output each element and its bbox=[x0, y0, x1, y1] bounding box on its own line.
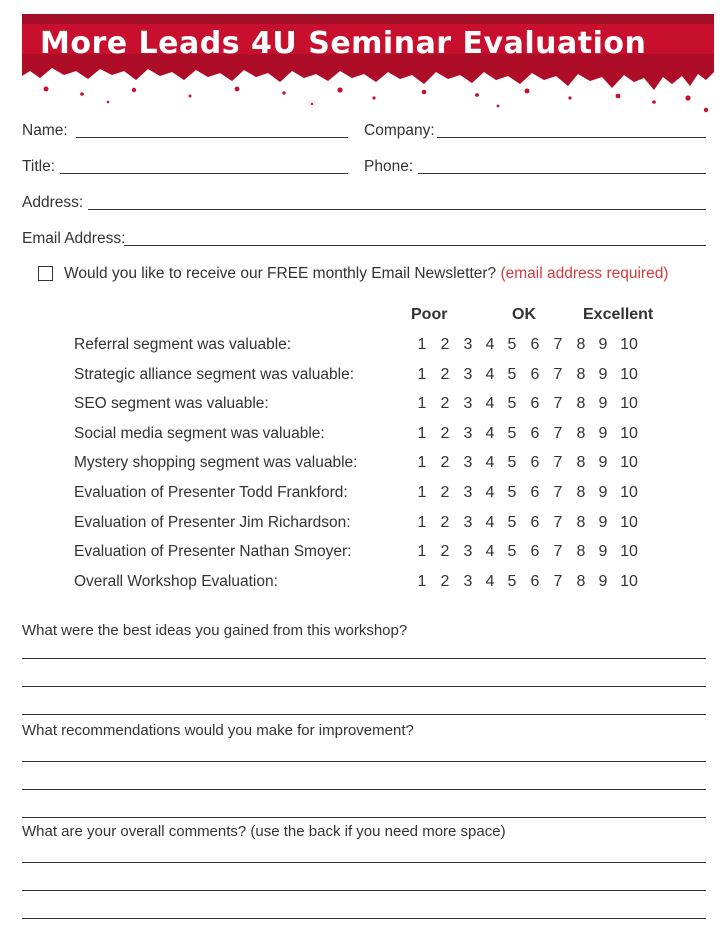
scale-poor-label: Poor bbox=[411, 306, 448, 323]
rating-option-4[interactable]: 4 bbox=[485, 454, 495, 471]
phone-field[interactable] bbox=[418, 173, 706, 174]
question-best-ideas: What were the best ideas you gained from this workshop? bbox=[22, 622, 408, 639]
rating-option-2[interactable]: 2 bbox=[440, 336, 450, 353]
title-label: Title: bbox=[22, 158, 56, 175]
rating-option-6[interactable]: 6 bbox=[530, 366, 540, 383]
rating-option-8[interactable]: 8 bbox=[576, 366, 586, 383]
rating-item-label: Mystery shopping segment was valuable: bbox=[74, 454, 358, 471]
rating-option-6[interactable]: 6 bbox=[530, 454, 540, 471]
rating-option-10[interactable]: 10 bbox=[620, 573, 638, 590]
rating-option-2[interactable]: 2 bbox=[440, 366, 450, 383]
rating-option-1[interactable]: 1 bbox=[417, 514, 427, 531]
rating-option-5[interactable]: 5 bbox=[507, 425, 517, 442]
scale-ok-label: OK bbox=[512, 306, 536, 323]
name-field[interactable] bbox=[76, 137, 348, 138]
rating-option-8[interactable]: 8 bbox=[576, 573, 586, 590]
rating-option-9[interactable]: 9 bbox=[598, 484, 608, 501]
rating-option-10[interactable]: 10 bbox=[620, 514, 638, 531]
answer-line[interactable] bbox=[22, 789, 706, 790]
rating-option-10[interactable]: 10 bbox=[620, 395, 638, 412]
rating-option-10[interactable]: 10 bbox=[620, 484, 638, 501]
rating-option-2[interactable]: 2 bbox=[440, 484, 450, 501]
rating-option-3[interactable]: 3 bbox=[463, 425, 473, 442]
rating-option-7[interactable]: 7 bbox=[553, 573, 563, 590]
rating-option-4[interactable]: 4 bbox=[485, 484, 495, 501]
rating-option-4[interactable]: 4 bbox=[485, 366, 495, 383]
name-label: Name: bbox=[22, 122, 68, 139]
rating-option-7[interactable]: 7 bbox=[553, 395, 563, 412]
answer-line[interactable] bbox=[22, 714, 706, 715]
rating-option-9[interactable]: 9 bbox=[598, 514, 608, 531]
rating-option-9[interactable]: 9 bbox=[598, 395, 608, 412]
rating-option-6[interactable]: 6 bbox=[530, 336, 540, 353]
rating-item-label: Evaluation of Presenter Nathan Smoyer: bbox=[74, 543, 352, 560]
rating-option-9[interactable]: 9 bbox=[598, 425, 608, 442]
rating-option-10[interactable]: 10 bbox=[620, 336, 638, 353]
email-field[interactable] bbox=[124, 245, 706, 246]
rating-option-1[interactable]: 1 bbox=[417, 484, 427, 501]
address-label: Address: bbox=[22, 194, 84, 211]
newsletter-label bbox=[64, 265, 668, 283]
rating-option-2[interactable]: 2 bbox=[440, 573, 450, 590]
rating-option-1[interactable]: 1 bbox=[417, 543, 427, 560]
rating-option-3[interactable]: 3 bbox=[463, 484, 473, 501]
rating-option-6[interactable]: 6 bbox=[530, 573, 540, 590]
rating-item-label: SEO segment was valuable: bbox=[74, 395, 269, 412]
rating-option-4[interactable]: 4 bbox=[485, 395, 495, 412]
rating-option-9[interactable]: 9 bbox=[598, 573, 608, 590]
rating-option-5[interactable]: 5 bbox=[507, 454, 517, 471]
rating-option-2[interactable]: 2 bbox=[440, 395, 450, 412]
rating-option-10[interactable]: 10 bbox=[620, 366, 638, 383]
rating-option-4[interactable]: 4 bbox=[485, 573, 495, 590]
rating-option-7[interactable]: 7 bbox=[553, 514, 563, 531]
rating-option-1[interactable]: 1 bbox=[417, 395, 427, 412]
answer-line[interactable] bbox=[22, 686, 706, 687]
rating-option-10[interactable]: 10 bbox=[620, 543, 638, 560]
answer-line[interactable] bbox=[22, 658, 706, 659]
rating-option-3[interactable]: 3 bbox=[463, 366, 473, 383]
rating-option-4[interactable]: 4 bbox=[485, 514, 495, 531]
rating-option-7[interactable]: 7 bbox=[553, 336, 563, 353]
rating-option-6[interactable]: 6 bbox=[530, 484, 540, 501]
rating-option-8[interactable]: 8 bbox=[576, 484, 586, 501]
rating-option-3[interactable]: 3 bbox=[463, 543, 473, 560]
rating-option-10[interactable]: 10 bbox=[620, 454, 638, 471]
rating-option-7[interactable]: 7 bbox=[553, 484, 563, 501]
rating-option-8[interactable]: 8 bbox=[576, 543, 586, 560]
rating-option-7[interactable]: 7 bbox=[553, 543, 563, 560]
rating-option-3[interactable]: 3 bbox=[463, 336, 473, 353]
answer-line[interactable] bbox=[22, 918, 706, 919]
answer-line[interactable] bbox=[22, 761, 706, 762]
rating-option-9[interactable]: 9 bbox=[598, 454, 608, 471]
rating-option-6[interactable]: 6 bbox=[530, 543, 540, 560]
rating-option-7[interactable]: 7 bbox=[553, 454, 563, 471]
rating-option-2[interactable]: 2 bbox=[440, 514, 450, 531]
address-field[interactable] bbox=[88, 209, 706, 210]
rating-option-5[interactable]: 5 bbox=[507, 543, 517, 560]
title-field[interactable] bbox=[60, 173, 348, 174]
rating-option-5[interactable]: 5 bbox=[507, 336, 517, 353]
answer-line[interactable] bbox=[22, 817, 706, 818]
rating-option-3[interactable]: 3 bbox=[463, 573, 473, 590]
rating-option-6[interactable]: 6 bbox=[530, 395, 540, 412]
rating-option-4[interactable]: 4 bbox=[485, 543, 495, 560]
newsletter-text: Would you like to receive our FREE monthly Email Newsletter? bbox=[64, 265, 497, 282]
rating-item-label: Evaluation of Presenter Todd Frankford: bbox=[74, 484, 348, 501]
rating-option-8[interactable]: 8 bbox=[576, 454, 586, 471]
scale-excellent-label: Excellent bbox=[583, 306, 654, 323]
rating-option-9[interactable]: 9 bbox=[598, 336, 608, 353]
rating-option-1[interactable]: 1 bbox=[417, 425, 427, 442]
rating-item-label: Strategic alliance segment was valuable: bbox=[74, 366, 355, 383]
rating-option-8[interactable]: 8 bbox=[576, 425, 586, 442]
rating-option-9[interactable]: 9 bbox=[598, 366, 608, 383]
rating-option-5[interactable]: 5 bbox=[507, 573, 517, 590]
question-improvement: What recommendations would you make for improvement? bbox=[22, 722, 414, 739]
rating-option-2[interactable]: 2 bbox=[440, 425, 450, 442]
rating-item-label: Evaluation of Presenter Jim Richardson: bbox=[74, 514, 351, 531]
rating-option-1[interactable]: 1 bbox=[417, 454, 427, 471]
rating-option-2[interactable]: 2 bbox=[440, 454, 450, 471]
rating-option-5[interactable]: 5 bbox=[507, 484, 517, 501]
rating-option-5[interactable]: 5 bbox=[507, 366, 517, 383]
answer-line[interactable] bbox=[22, 862, 706, 863]
phone-label: Phone: bbox=[364, 158, 414, 175]
rating-item-label: Social media segment was valuable: bbox=[74, 425, 325, 442]
rating-option-7[interactable]: 7 bbox=[553, 366, 563, 383]
rating-option-8[interactable]: 8 bbox=[576, 514, 586, 531]
rating-option-10[interactable]: 10 bbox=[620, 425, 638, 442]
rating-item-label: Overall Workshop Evaluation: bbox=[74, 573, 278, 590]
rating-option-8[interactable]: 8 bbox=[576, 336, 586, 353]
rating-option-6[interactable]: 6 bbox=[530, 425, 540, 442]
rating-option-3[interactable]: 3 bbox=[463, 454, 473, 471]
rating-option-3[interactable]: 3 bbox=[463, 395, 473, 412]
rating-item-label: Referral segment was valuable: bbox=[74, 336, 292, 353]
page-title: More Leads 4U Seminar Evaluation bbox=[40, 26, 647, 61]
rating-option-2[interactable]: 2 bbox=[440, 543, 450, 560]
rating-option-3[interactable]: 3 bbox=[463, 514, 473, 531]
company-label: Company: bbox=[364, 122, 435, 139]
company-field[interactable] bbox=[437, 137, 706, 138]
rating-option-7[interactable]: 7 bbox=[553, 425, 563, 442]
rating-option-1[interactable]: 1 bbox=[417, 336, 427, 353]
rating-option-9[interactable]: 9 bbox=[598, 543, 608, 560]
header-banner bbox=[22, 14, 714, 114]
rating-option-4[interactable]: 4 bbox=[485, 336, 495, 353]
newsletter-checkbox[interactable] bbox=[38, 266, 53, 281]
email-label: Email Address: bbox=[22, 230, 126, 247]
rating-option-8[interactable]: 8 bbox=[576, 395, 586, 412]
question-overall-comments: What are your overall comments? (use the back if you need more space) bbox=[22, 823, 506, 840]
newsletter-required-note: (email address required) bbox=[500, 265, 669, 282]
rating-option-1[interactable]: 1 bbox=[417, 573, 427, 590]
rating-option-6[interactable]: 6 bbox=[530, 514, 540, 531]
rating-option-1[interactable]: 1 bbox=[417, 366, 427, 383]
answer-line[interactable] bbox=[22, 890, 706, 891]
rating-option-5[interactable]: 5 bbox=[507, 395, 517, 412]
rating-option-5[interactable]: 5 bbox=[507, 514, 517, 531]
rating-option-4[interactable]: 4 bbox=[485, 425, 495, 442]
